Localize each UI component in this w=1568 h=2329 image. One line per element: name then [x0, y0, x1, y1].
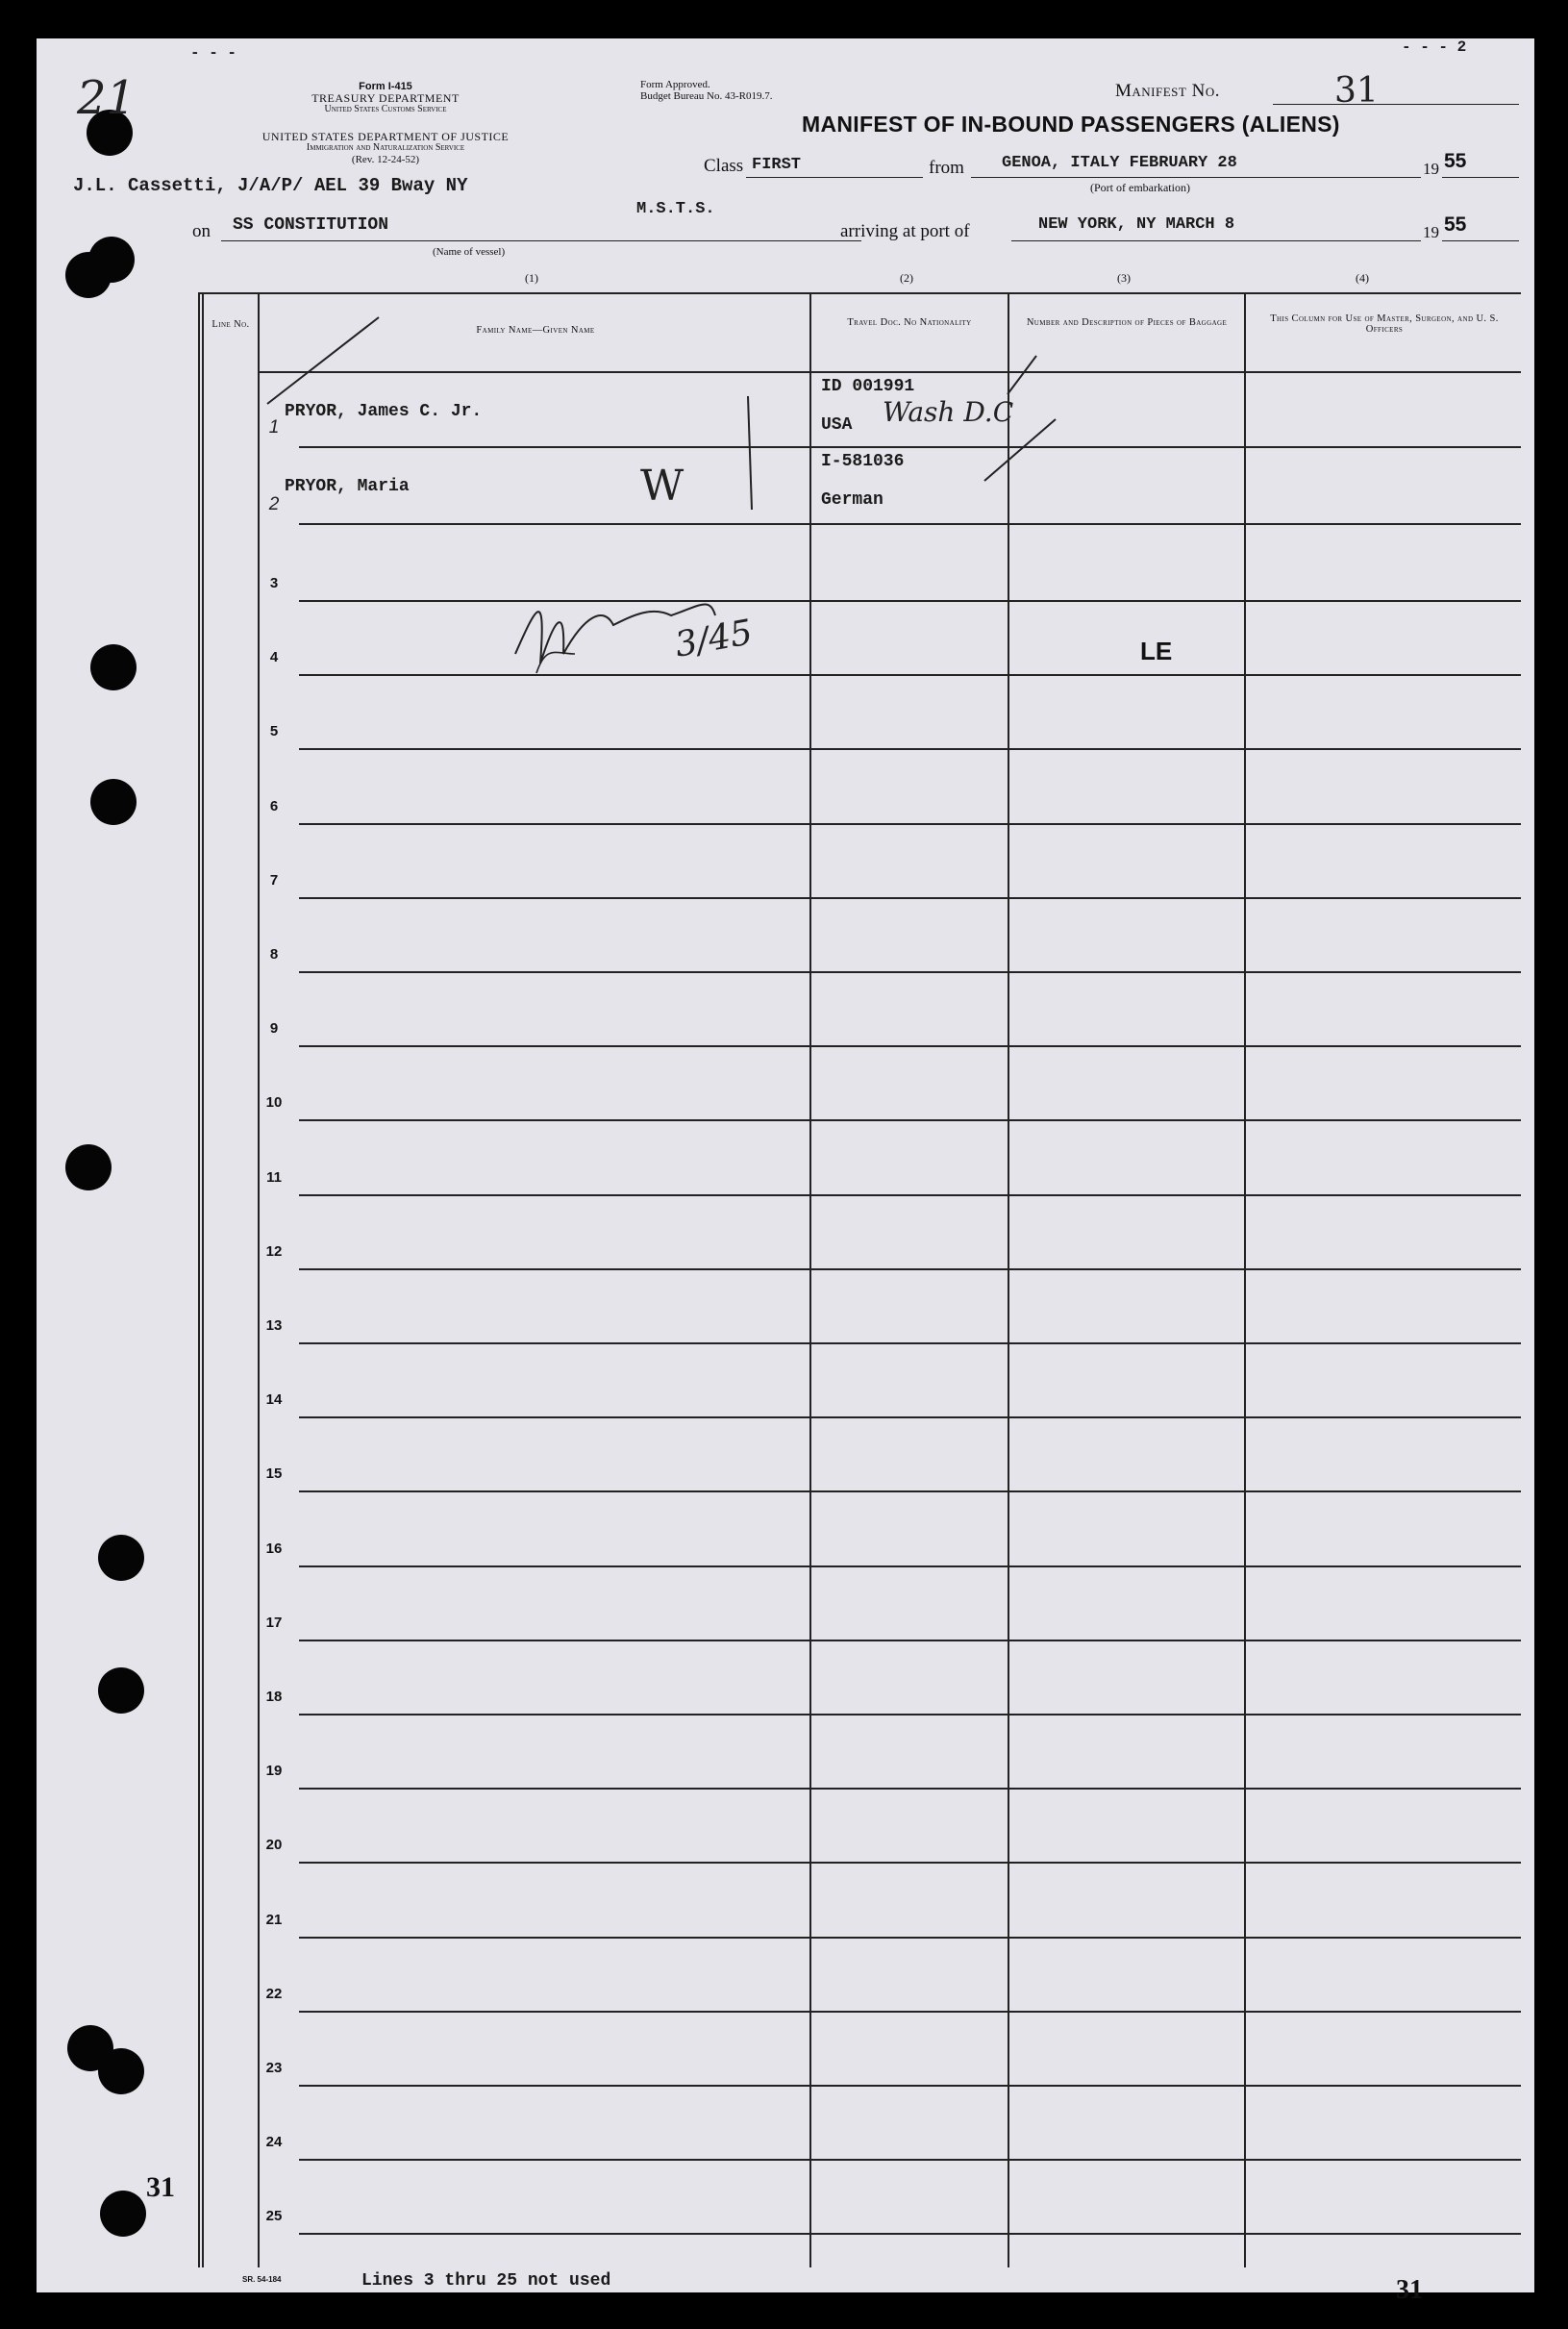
- handwritten-number: 3/45: [672, 613, 756, 665]
- nationality: USA: [821, 415, 853, 435]
- port-embark-caption: (Port of embarkation): [1090, 181, 1190, 194]
- handwritten-note: Wash D.C: [883, 396, 1014, 428]
- col-number-1: (1): [525, 271, 538, 285]
- customs-service: United States Customs Service: [324, 104, 447, 114]
- row-rule: [299, 1937, 1521, 1939]
- row-rule: [299, 1565, 1521, 1567]
- line-number: 15: [265, 1465, 283, 1483]
- agent-line: J.L. Cassetti, J/A/P/ AEL 39 Bway NY: [73, 175, 468, 196]
- row-rule: [299, 674, 1521, 676]
- row-rule: [299, 971, 1521, 973]
- nationality: German: [821, 490, 884, 510]
- justice-dept: UNITED STATES DEPARTMENT OF JUSTICE: [261, 130, 510, 143]
- row-rule: [299, 2085, 1521, 2087]
- bottom-right-number: 31: [1396, 2275, 1423, 2305]
- passenger-name: PRYOR, James C. Jr.: [285, 402, 483, 421]
- line-number: 21: [265, 1911, 283, 1928]
- row-rule: [299, 748, 1521, 750]
- handwritten-mark: W: [640, 462, 684, 511]
- row-rule-1: [299, 446, 1521, 448]
- line-number: 7: [269, 871, 279, 889]
- row-rule: [299, 1416, 1521, 1418]
- approval-line-1: Form Approved.: [640, 79, 710, 90]
- line-number: 1: [268, 417, 280, 438]
- row-rule: [299, 1490, 1521, 1492]
- travel-doc-number: ID 001991: [821, 377, 915, 396]
- line-number: 24: [265, 2134, 283, 2151]
- line-number: 25: [265, 2208, 283, 2225]
- manifest-number: 31: [1334, 71, 1379, 111]
- year-prefix-2: 19: [1423, 223, 1439, 241]
- header-travel-doc: Travel Doc. No Nationality: [847, 317, 972, 328]
- row-rule: [299, 2011, 1521, 2013]
- line-number: 17: [265, 1614, 283, 1631]
- ins-service: Immigration and Naturalization Service: [306, 142, 465, 153]
- year-value-2: 55: [1444, 213, 1467, 236]
- form-number: Form I-415: [359, 81, 412, 92]
- row-rule: [299, 897, 1521, 899]
- port-of-embarkation: GENOA, ITALY FEBRUARY 28: [1002, 154, 1237, 172]
- class-label: Class: [704, 156, 744, 176]
- printer-mark: SR. 54-184: [242, 2275, 282, 2284]
- header-line-no: Line No.: [212, 319, 250, 330]
- manifest-title: MANIFEST OF IN-BOUND PASSENGERS (ALIENS): [802, 112, 1340, 137]
- header-officers: This Column for Use of Master, Surgeon, and U. S. Officers: [1270, 313, 1499, 335]
- line-number: 13: [265, 1317, 283, 1334]
- line-number: 2: [268, 494, 280, 514]
- row-rule: [299, 1640, 1521, 1641]
- corner-dots-right: - - - 2: [1402, 38, 1467, 56]
- arriving-label: arriving at port of: [840, 221, 970, 241]
- row-rule: [299, 1119, 1521, 1121]
- line-number: 4: [269, 649, 279, 666]
- year-value: 55: [1444, 150, 1467, 172]
- from-label: from: [929, 158, 964, 178]
- line-number: 9: [269, 1020, 279, 1038]
- class-value: FIRST: [752, 156, 802, 174]
- line-number: 8: [269, 946, 279, 963]
- line-number: 20: [265, 1837, 283, 1854]
- header-baggage: Number and Description of Pieces of Baggage: [1026, 317, 1228, 328]
- line-number: 19: [265, 1763, 283, 1780]
- header-name: Family Name—Given Name: [476, 325, 595, 336]
- row-rule: [299, 600, 1521, 602]
- revision-date: (Rev. 12-24-52): [351, 154, 420, 165]
- line-number: 6: [269, 797, 279, 814]
- pen-strokes: [37, 38, 1534, 2292]
- stray-mark: LE: [1140, 637, 1173, 665]
- row-rule: [299, 1045, 1521, 1047]
- row-rule: [299, 1268, 1521, 1270]
- footer-note: Lines 3 thru 25 not used: [361, 2271, 611, 2291]
- arrival-port: NEW YORK, NY MARCH 8: [1038, 215, 1235, 234]
- vessel-name: SS CONSTITUTION: [233, 215, 389, 235]
- line-number: 11: [266, 1168, 282, 1186]
- line-number: 16: [265, 1540, 283, 1557]
- line-number: 18: [265, 1689, 283, 1705]
- line-number: 23: [265, 2060, 283, 2076]
- line-number: 3: [269, 575, 279, 591]
- on-label: on: [192, 221, 211, 241]
- travel-doc-number: I-581036: [821, 452, 905, 471]
- row-rule: [299, 1714, 1521, 1715]
- row-rule: [299, 1788, 1521, 1790]
- row-rule-2: [299, 523, 1521, 525]
- year-prefix: 19: [1423, 160, 1439, 178]
- line-number: 22: [265, 1985, 283, 2002]
- line-number: 14: [265, 1391, 283, 1409]
- msts-label: M.S.T.S.: [636, 200, 715, 218]
- line-number: 10: [265, 1094, 283, 1112]
- row-rule: [299, 2159, 1521, 2161]
- treasury-dept: TREASURY DEPARTMENT: [311, 91, 460, 105]
- row-rule: [299, 2233, 1521, 2235]
- approval-line-2: Budget Bureau No. 43-R019.7.: [640, 90, 773, 102]
- col-number-2: (2): [900, 271, 913, 285]
- line-number: 5: [269, 723, 279, 740]
- row-rule: [299, 1862, 1521, 1864]
- line-number: 12: [265, 1242, 283, 1260]
- col-number-3: (3): [1117, 271, 1131, 285]
- corner-dots-left: - - -: [190, 44, 237, 62]
- bottom-left-number: 31: [146, 2171, 175, 2203]
- col-number-4: (4): [1356, 271, 1369, 285]
- row-rule: [299, 1194, 1521, 1196]
- handwritten-number: 21: [77, 71, 137, 125]
- passenger-name: PRYOR, Maria: [285, 477, 410, 496]
- manifest-sheet: [37, 38, 1534, 2305]
- row-rule: [299, 823, 1521, 825]
- row-rule: [299, 1342, 1521, 1344]
- manifest-no-label: Manifest No.: [1115, 81, 1220, 101]
- vessel-caption: (Name of vessel): [433, 246, 506, 258]
